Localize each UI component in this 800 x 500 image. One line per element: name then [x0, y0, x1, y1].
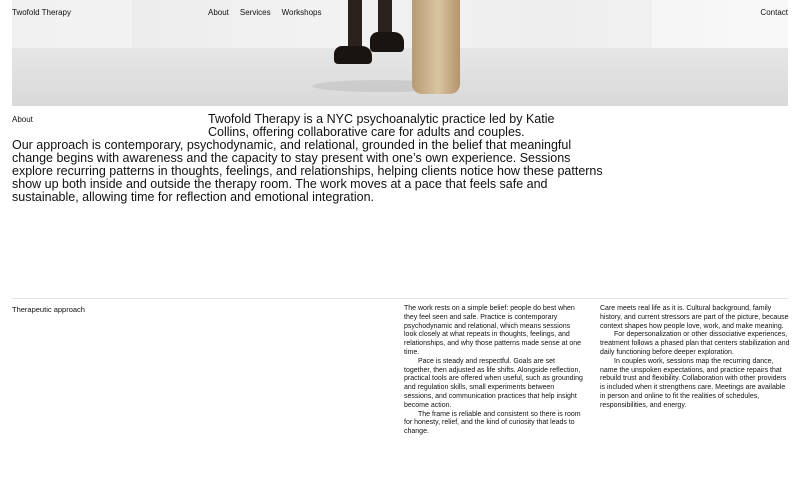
nav-links [208, 8, 321, 17]
about-lead: Twofold Therapy is a NYC psychoanalytic practice led by Katie Collins, offering collaborative care for adults and couples. [208, 112, 555, 139]
nav-about[interactable]: About [208, 8, 229, 17]
about-label: About [12, 115, 33, 124]
approach-paragraph: The frame is reliable and consistent so there is room for honesty, relief, and the kind of curiosity that leads to change. [404, 410, 581, 436]
hero-leg-left [348, 0, 362, 50]
about-body: Our approach is contemporary, psychodynamic, and relational, grounded in the belief that meaningful change begins with awareness and the capacity to stay present with one’s own experience. Sessions explore recurring patterns in thoughts, feelings, and relationships, helping clients notice how these patterns show up both inside and outside the therapy room. The work moves at a pace that feels safe and sustainable, allowing time for reflection and emotional integration. [12, 138, 603, 204]
approach-paragraph: The work rests on a simple belief: people do best when they feel seen and safe. Practice is contemporary psychodynamic and relational, which means sessions look closely at what repeats in thoughts, feelings, and relationships, and why those patterns made sense at one time. [404, 305, 582, 356]
approach-paragraph: Pace is steady and respectful. Goals are set together, then adjusted as life shifts. Alongside reflection, practical tools are offered when useful, such as grounding and regulation skills, small experiments between sessions, and communication practices that help insight become action. [404, 357, 583, 409]
approach-column-2 [600, 305, 790, 411]
hero-image [12, 0, 788, 106]
approach-label: Therapeutic approach [12, 305, 85, 314]
approach-paragraph: In couples work, sessions map the recurring dance, name the unspoken expectations, and practice repairs that rebuild trust and flexibility. Collaboration with other providers is included when it strengthens care. Meetings are available in person and online to fit the realities of schedules, responsibilities, and energy. [600, 357, 787, 409]
section-divider [12, 298, 788, 299]
nav-services[interactable]: Services [239, 8, 271, 17]
approach-paragraph: For depersonalization or other dissociative experiences, treatment follows a phased plan that centers stabilization and daily functioning before deeper exploration. [600, 331, 790, 356]
hero-shoe-left [334, 46, 372, 64]
approach-paragraph: Care meets real life as it is. Cultural background, family history, and current stressors are part of the picture, because context shapes how people love, work, and make meaning. [600, 305, 789, 330]
hero-floor [12, 48, 788, 106]
nav-contact[interactable]: Contact [760, 8, 788, 17]
brand-link[interactable]: Twofold Therapy [12, 8, 71, 17]
nav-workshops[interactable]: Workshops [281, 8, 322, 17]
hero-shoe-right [370, 32, 404, 52]
approach-column-1 [404, 305, 584, 437]
hero-wooden-stool [412, 0, 460, 94]
